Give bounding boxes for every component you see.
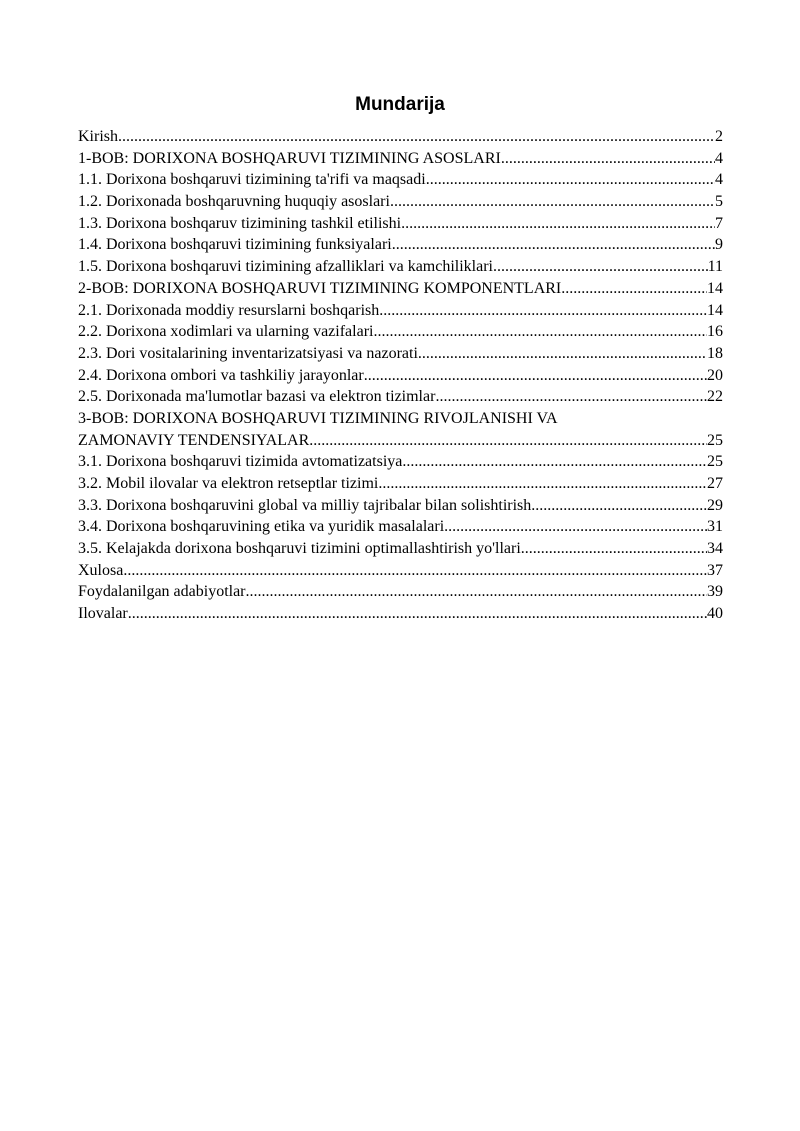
toc-entry-page: 16 bbox=[707, 323, 723, 341]
toc-entry-text: 2.1. Dorixonada moddiy resurslarni boshqarish bbox=[78, 301, 380, 319]
toc-leader-dots bbox=[118, 126, 715, 148]
toc-leader-dots bbox=[401, 213, 715, 235]
toc-entry[interactable] bbox=[78, 408, 723, 451]
toc-entry-page: 14 bbox=[707, 301, 723, 319]
toc-entry-text: Kirish bbox=[78, 128, 118, 145]
toc-entry-text: 1.2. Dorixonada boshqaruvning huquqiy asoslari bbox=[78, 193, 390, 211]
toc-entry-page: 9 bbox=[715, 236, 723, 254]
toc-entry-text: 1.5. Dorixona boshqaruvi tizimining afzalliklari va kamchiliklari bbox=[78, 258, 493, 276]
toc-entry-text: 2.3. Dori vositalarining inventarizatsiyasi va nazorati bbox=[78, 344, 418, 362]
toc-entry[interactable] bbox=[78, 169, 723, 191]
toc-entry[interactable] bbox=[78, 538, 723, 560]
toc-entry[interactable] bbox=[78, 473, 723, 495]
toc-entry-text: 3.3. Dorixona boshqaruvini global va milliy tajribalar bilan solishtirish bbox=[78, 496, 532, 514]
toc-entry-text: 2-BOB: DORIXONA BOSHQARUVI TIZIMINING KOMPONENTLARI bbox=[78, 279, 562, 297]
toc-entry-page: 40 bbox=[707, 605, 723, 623]
toc-leader-dots bbox=[561, 278, 707, 300]
toc-entry-page: 29 bbox=[707, 496, 723, 514]
toc-entry[interactable] bbox=[78, 300, 723, 322]
toc-leader-dots bbox=[309, 430, 707, 452]
toc-entry[interactable] bbox=[78, 581, 723, 603]
toc-leader-dots bbox=[392, 234, 715, 256]
toc-leader-dots bbox=[246, 581, 707, 603]
toc-leader-dots bbox=[390, 191, 715, 213]
toc-leader-dots bbox=[521, 538, 707, 560]
toc-entry[interactable] bbox=[78, 451, 723, 473]
toc-entry-text-continued: ZAMONAVIY TENDENSIYALAR bbox=[78, 431, 310, 449]
toc-entry[interactable] bbox=[78, 516, 723, 538]
toc-entry-page: 4 bbox=[715, 171, 723, 189]
toc-entry[interactable] bbox=[78, 213, 723, 235]
toc-entry-page: 18 bbox=[707, 344, 723, 362]
toc-leader-dots bbox=[128, 603, 707, 625]
toc-entry-page: 39 bbox=[707, 583, 723, 601]
toc-leader-dots bbox=[364, 365, 707, 387]
toc-entry[interactable] bbox=[78, 560, 723, 582]
toc-leader-dots bbox=[531, 495, 707, 517]
toc-entry-text: 2.2. Dorixona xodimlari va ularning vazifalari bbox=[78, 323, 374, 341]
toc-leader-dots bbox=[493, 256, 708, 278]
toc-entry[interactable] bbox=[78, 191, 723, 213]
toc-leader-dots bbox=[123, 560, 707, 582]
toc-entry-text: 1.1. Dorixona boshqaruvi tizimining ta'rifi va maqsadi bbox=[78, 171, 426, 189]
toc-entry-page: 5 bbox=[715, 193, 723, 211]
toc-entry-page: 4 bbox=[715, 149, 723, 167]
toc-entry[interactable] bbox=[78, 148, 723, 170]
toc-entry-page: 7 bbox=[715, 214, 723, 232]
toc-entry-page: 37 bbox=[707, 561, 723, 579]
toc-entry-page: 25 bbox=[707, 453, 723, 471]
toc-leader-dots bbox=[379, 300, 707, 322]
toc-entry-text: 3.5. Kelajakda dorixona boshqaruvi tizimini optimallashtirish yo'llari bbox=[78, 540, 521, 558]
toc-entry-page: 2 bbox=[715, 128, 723, 145]
toc-entry-text: 3.2. Mobil ilovalar va elektron retseptlar tizimi bbox=[78, 475, 379, 493]
toc-entry-page: 14 bbox=[707, 279, 723, 297]
toc-entry-page: 34 bbox=[707, 540, 723, 558]
toc-list bbox=[78, 126, 723, 625]
toc-leader-dots bbox=[418, 343, 707, 365]
toc-entry[interactable] bbox=[78, 343, 723, 365]
toc-leader-dots bbox=[501, 148, 715, 170]
toc-leader-dots bbox=[444, 516, 707, 538]
toc-entry-text: 2.5. Dorixonada ma'lumotlar bazasi va elektron tizimlar bbox=[78, 388, 436, 406]
toc-entry[interactable] bbox=[78, 365, 723, 387]
toc-entry-page: 25 bbox=[707, 431, 723, 449]
toc-leader-dots bbox=[426, 169, 715, 191]
toc-leader-dots bbox=[378, 473, 707, 495]
toc-entry[interactable] bbox=[78, 603, 723, 625]
toc-entry-text: 3-BOB: DORIXONA BOSHQARUVI TIZIMINING RIVOJLANISHI VA bbox=[78, 409, 558, 427]
toc-entry-page: 20 bbox=[707, 366, 723, 384]
toc-entry-continuation bbox=[78, 430, 723, 452]
toc-entry[interactable] bbox=[78, 126, 723, 148]
toc-leader-dots bbox=[402, 451, 707, 473]
toc-entry-page: 11 bbox=[707, 258, 723, 276]
toc-entry-text: 3.1. Dorixona boshqaruvi tizimida avtomatizatsiya bbox=[78, 453, 403, 471]
toc-entry-page: 22 bbox=[707, 388, 723, 406]
toc-entry[interactable] bbox=[78, 256, 723, 278]
toc-entry[interactable] bbox=[78, 321, 723, 343]
toc-entry-page: 31 bbox=[707, 518, 723, 536]
toc-leader-dots bbox=[435, 386, 707, 408]
toc-entry-page: 27 bbox=[707, 475, 723, 493]
toc-entry-text: 1.3. Dorixona boshqaruv tizimining tashkil etilishi bbox=[78, 214, 402, 232]
toc-entry-text: Xulosa bbox=[78, 561, 124, 579]
toc-entry[interactable] bbox=[78, 495, 723, 517]
toc-entry-text: 3.4. Dorixona boshqaruvining etika va yuridik masalalari bbox=[78, 518, 445, 536]
toc-entry-text: 1-BOB: DORIXONA BOSHQARUVI TIZIMINING ASOSLARI bbox=[78, 149, 501, 167]
toc-leader-dots bbox=[373, 321, 707, 343]
toc-entry[interactable] bbox=[78, 234, 723, 256]
toc-entry[interactable] bbox=[78, 386, 723, 408]
toc-title: Mundarija bbox=[355, 94, 445, 115]
toc-entry[interactable] bbox=[78, 278, 723, 300]
toc-entry-text: Foydalanilgan adabiyotlar bbox=[78, 583, 246, 601]
toc-entry-text: 1.4. Dorixona boshqaruvi tizimining funksiyalari bbox=[78, 236, 392, 254]
toc-entry-text: 2.4. Dorixona ombori va tashkiliy jarayonlar bbox=[78, 366, 364, 384]
toc-entry-text: Ilovalar bbox=[78, 605, 128, 623]
